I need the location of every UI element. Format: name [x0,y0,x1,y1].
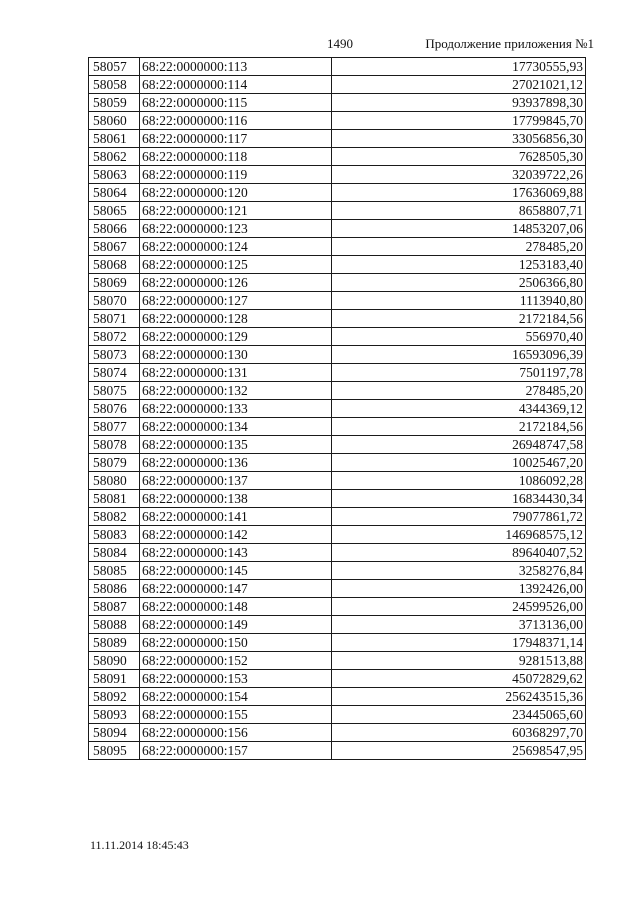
value-cell: 93937898,30 [332,94,586,112]
value-cell: 60368297,70 [332,724,586,742]
row-number-cell: 58091 [89,670,140,688]
cadastral-number-cell: 68:22:0000000:129 [140,328,332,346]
cadastral-number-cell: 68:22:0000000:127 [140,292,332,310]
value-cell: 3258276,84 [332,562,586,580]
value-cell: 278485,20 [332,238,586,256]
value-cell: 26948747,58 [332,436,586,454]
table-row [89,202,586,220]
row-number-cell: 58078 [89,436,140,454]
cadastral-number-cell: 68:22:0000000:126 [140,274,332,292]
cadastral-number-cell: 68:22:0000000:120 [140,184,332,202]
table-row [89,310,586,328]
value-cell: 79077861,72 [332,508,586,526]
row-number-cell: 58088 [89,616,140,634]
table-row [89,724,586,742]
table-row [89,598,586,616]
table-row [89,508,586,526]
cadastral-number-cell: 68:22:0000000:113 [140,58,332,76]
table-row [89,616,586,634]
table-row [89,436,586,454]
cadastral-number-cell: 68:22:0000000:138 [140,490,332,508]
value-cell: 1392426,00 [332,580,586,598]
row-number-cell: 58059 [89,94,140,112]
row-number-cell: 58094 [89,724,140,742]
row-number-cell: 58071 [89,310,140,328]
table-row [89,742,586,760]
row-number-cell: 58061 [89,130,140,148]
row-number-cell: 58065 [89,202,140,220]
table-row [89,670,586,688]
table-row [89,652,586,670]
table-row [89,454,586,472]
value-cell: 32039722,26 [332,166,586,184]
row-number-cell: 58062 [89,148,140,166]
registry-table-body [89,58,586,760]
value-cell: 1113940,80 [332,292,586,310]
cadastral-number-cell: 68:22:0000000:131 [140,364,332,382]
cadastral-number-cell: 68:22:0000000:115 [140,94,332,112]
value-cell: 24599526,00 [332,598,586,616]
row-number-cell: 58073 [89,346,140,364]
value-cell: 17730555,93 [332,58,586,76]
value-cell: 2172184,56 [332,418,586,436]
table-row [89,238,586,256]
table-row [89,274,586,292]
cadastral-number-cell: 68:22:0000000:145 [140,562,332,580]
table-row [89,94,586,112]
table-row [89,76,586,94]
table-row [89,130,586,148]
value-cell: 16834430,34 [332,490,586,508]
cadastral-number-cell: 68:22:0000000:134 [140,418,332,436]
value-cell: 17799845,70 [332,112,586,130]
row-number-cell: 58067 [89,238,140,256]
cadastral-number-cell: 68:22:0000000:148 [140,598,332,616]
table-row [89,688,586,706]
table-row [89,346,586,364]
cadastral-number-cell: 68:22:0000000:133 [140,400,332,418]
table-row [89,400,586,418]
value-cell: 2506366,80 [332,274,586,292]
value-cell: 278485,20 [332,382,586,400]
cadastral-number-cell: 68:22:0000000:141 [140,508,332,526]
value-cell: 17636069,88 [332,184,586,202]
row-number-cell: 58084 [89,544,140,562]
table-row [89,472,586,490]
cadastral-number-cell: 68:22:0000000:155 [140,706,332,724]
table-row [89,418,586,436]
cadastral-number-cell: 68:22:0000000:142 [140,526,332,544]
row-number-cell: 58074 [89,364,140,382]
cadastral-number-cell: 68:22:0000000:121 [140,202,332,220]
value-cell: 146968575,12 [332,526,586,544]
cadastral-number-cell: 68:22:0000000:125 [140,256,332,274]
value-cell: 33056856,30 [332,130,586,148]
value-cell: 89640407,52 [332,544,586,562]
cadastral-number-cell: 68:22:0000000:124 [140,238,332,256]
value-cell: 16593096,39 [332,346,586,364]
table-row [89,382,586,400]
appendix-title: Продолжение приложения №1 [425,36,594,51]
value-cell: 25698547,95 [332,742,586,760]
table-row [89,58,586,76]
value-cell: 556970,40 [332,328,586,346]
table-row [89,148,586,166]
cadastral-number-cell: 68:22:0000000:154 [140,688,332,706]
cadastral-number-cell: 68:22:0000000:135 [140,436,332,454]
value-cell: 9281513,88 [332,652,586,670]
cadastral-number-cell: 68:22:0000000:137 [140,472,332,490]
row-number-cell: 58093 [89,706,140,724]
row-number-cell: 58070 [89,292,140,310]
value-cell: 3713136,00 [332,616,586,634]
cadastral-number-cell: 68:22:0000000:116 [140,112,332,130]
page-number: 1490 [327,36,353,51]
value-cell: 2172184,56 [332,310,586,328]
value-cell: 8658807,71 [332,202,586,220]
row-number-cell: 58080 [89,472,140,490]
cadastral-number-cell: 68:22:0000000:118 [140,148,332,166]
value-cell: 45072829,62 [332,670,586,688]
cadastral-number-cell: 68:22:0000000:157 [140,742,332,760]
cadastral-number-cell: 68:22:0000000:152 [140,652,332,670]
cadastral-number-cell: 68:22:0000000:153 [140,670,332,688]
cadastral-number-cell: 68:22:0000000:119 [140,166,332,184]
row-number-cell: 58077 [89,418,140,436]
value-cell: 14853207,06 [332,220,586,238]
row-number-cell: 58075 [89,382,140,400]
value-cell: 7501197,78 [332,364,586,382]
row-number-cell: 58089 [89,634,140,652]
table-row [89,364,586,382]
row-number-cell: 58066 [89,220,140,238]
table-row [89,544,586,562]
value-cell: 1253183,40 [332,256,586,274]
table-row [89,184,586,202]
value-cell: 27021021,12 [332,76,586,94]
value-cell: 1086092,28 [332,472,586,490]
row-number-cell: 58057 [89,58,140,76]
table-row [89,256,586,274]
row-number-cell: 58087 [89,598,140,616]
value-cell: 10025467,20 [332,454,586,472]
row-number-cell: 58095 [89,742,140,760]
cadastral-number-cell: 68:22:0000000:114 [140,76,332,94]
row-number-cell: 58090 [89,652,140,670]
cadastral-number-cell: 68:22:0000000:128 [140,310,332,328]
row-number-cell: 58063 [89,166,140,184]
table-row [89,112,586,130]
cadastral-number-cell: 68:22:0000000:156 [140,724,332,742]
table-row [89,292,586,310]
table-row [89,580,586,598]
table-row [89,634,586,652]
value-cell: 23445065,60 [332,706,586,724]
row-number-cell: 58081 [89,490,140,508]
value-cell: 17948371,14 [332,634,586,652]
value-cell: 4344369,12 [332,400,586,418]
table-row [89,166,586,184]
row-number-cell: 58076 [89,400,140,418]
value-cell: 7628505,30 [332,148,586,166]
cadastral-number-cell: 68:22:0000000:147 [140,580,332,598]
row-number-cell: 58072 [89,328,140,346]
row-number-cell: 58060 [89,112,140,130]
print-timestamp: 11.11.2014 18:45:43 [90,838,189,852]
row-number-cell: 58083 [89,526,140,544]
row-number-cell: 58092 [89,688,140,706]
row-number-cell: 58069 [89,274,140,292]
table-row [89,328,586,346]
row-number-cell: 58086 [89,580,140,598]
cadastral-number-cell: 68:22:0000000:132 [140,382,332,400]
cadastral-number-cell: 68:22:0000000:130 [140,346,332,364]
row-number-cell: 58068 [89,256,140,274]
cadastral-number-cell: 68:22:0000000:150 [140,634,332,652]
table-row [89,706,586,724]
table-row [89,490,586,508]
row-number-cell: 58079 [89,454,140,472]
row-number-cell: 58064 [89,184,140,202]
cadastral-number-cell: 68:22:0000000:136 [140,454,332,472]
row-number-cell: 58082 [89,508,140,526]
cadastral-number-cell: 68:22:0000000:123 [140,220,332,238]
row-number-cell: 58058 [89,76,140,94]
table-row [89,526,586,544]
value-cell: 256243515,36 [332,688,586,706]
cadastral-number-cell: 68:22:0000000:117 [140,130,332,148]
cadastral-number-cell: 68:22:0000000:149 [140,616,332,634]
cadastral-number-cell: 68:22:0000000:143 [140,544,332,562]
registry-table [88,57,586,760]
row-number-cell: 58085 [89,562,140,580]
table-row [89,562,586,580]
table-row [89,220,586,238]
